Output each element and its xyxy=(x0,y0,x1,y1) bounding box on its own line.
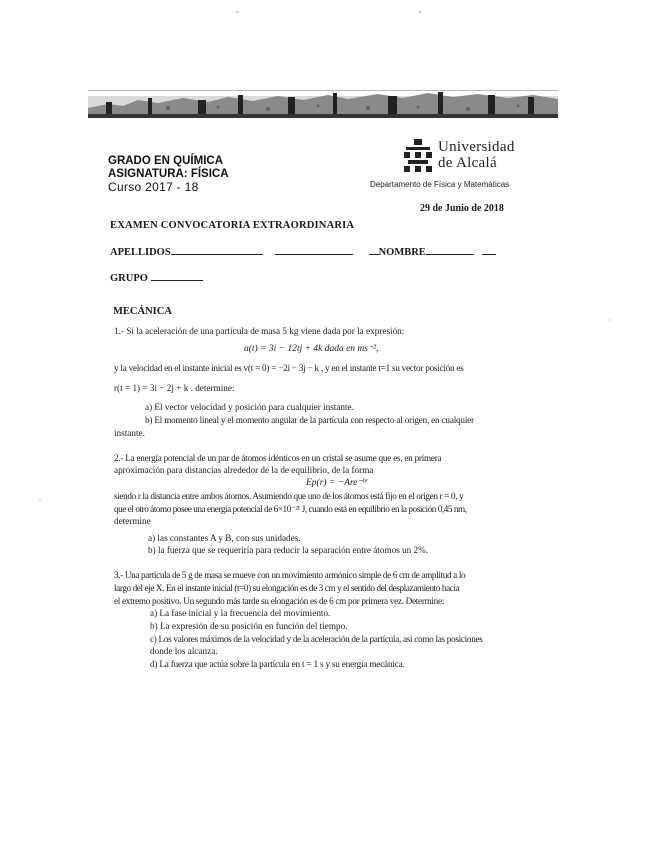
problem2-line4: que el otro átomo posee una energía potencial de 6×10⁻²¹ J, cuando está en equilibrio en la posición 0,45 nm, xyxy=(114,504,467,514)
problem3-line2: largo del eje X. En el instante inicial (t=0) su elongación es de 3 cm y el sentido del desplazamiento hacia xyxy=(114,583,460,593)
problem1-velocity-line: y la velocidad en el instante inicial es v(t = 0) = −2i − 3j − k , y en el instante t=1 su vector posición es xyxy=(114,363,464,373)
problem2-part-a: a) las constantes A y B, con sus unidades. xyxy=(148,533,301,543)
problem1-part-a: a) El vector velocidad y posición para cualquier instante. xyxy=(145,402,354,412)
problem2-statement-cont: aproximación para distancias alrededor de la de equilibrio, de la forma xyxy=(114,465,374,475)
university-name: Universidad de Alcalá xyxy=(438,139,515,171)
student-name-line xyxy=(110,246,530,258)
problem2-statement: 2.- La energía potencial de un par de átomos idénticos en un cristal se asume que es, en primera xyxy=(114,453,442,463)
problem1-part-b-cont: instante. xyxy=(114,428,145,438)
problem3-statement: 3.- Una partícula de 5 g de masa se mueve con un movimiento armónico simple de 6 cm de amplitud a lo xyxy=(114,570,466,580)
problem1-statement: 1.- Si la aceleración de una partícula de masa 5 kg viene dada por la expresión: xyxy=(114,326,405,336)
exam-title: EXAMEN CONVOCATORIA EXTRAORDINARIA xyxy=(110,220,355,231)
problem3-part-c-cont: donde los alcanza. xyxy=(150,646,218,656)
surname-blank-2 xyxy=(275,246,353,255)
problem1-position-line: r(t = 1) = 3i − 2j + k . determine: xyxy=(114,383,235,393)
problem3-part-b: b) La expresión de su posición en función del tiempo. xyxy=(150,621,348,631)
problem2-line5: determine xyxy=(114,516,151,526)
department-name: Departamento de Física y Matemáticas xyxy=(370,180,510,189)
section-title: MECÁNICA xyxy=(113,306,172,317)
problem2-line3: siendo r la distancia entre ambos átomos. Asumiendo que uno de los átomos está fijo en el origen r = 0, y xyxy=(114,491,464,501)
degree-title: GRADO EN QUÍMICA xyxy=(108,155,223,167)
problem2-potential-eq: Ep(r) = −Are⁻ᵇʳ xyxy=(306,478,368,488)
name-blank xyxy=(426,246,474,255)
exam-date: 29 de Junio de 2018 xyxy=(420,203,504,214)
name-label: NOMBRE xyxy=(378,247,426,258)
problem1-part-b: b) El momento lineal y el momento angular de la partícula con respecto al origen, en cualquier xyxy=(145,415,474,425)
problem2-part-b: b) la fuerza que se requeriría para reducir la separación entre átomos un 2%. xyxy=(148,545,429,555)
problem3-part-c: c) Los valores máximos de la velocidad y de la aceleración de la partícula, así como las posiciones xyxy=(150,634,483,644)
problem3-part-a: a) La fase inicial y la frecuencia del movimiento. xyxy=(150,608,331,618)
group-blank xyxy=(151,272,203,281)
group-label: GRUPO xyxy=(110,273,148,284)
course-info xyxy=(108,155,229,194)
subject-title: ASIGNATURA: FÍSICA xyxy=(108,168,229,180)
group-line xyxy=(110,272,203,284)
header-banner-image xyxy=(88,78,558,126)
problem3-part-d: d) La fuerza que actúa sobre la partícula en t = 1 s y su energía mecánica. xyxy=(150,659,405,669)
surname-label: APELLIDOS xyxy=(110,247,171,258)
surname-blank xyxy=(171,246,263,255)
problem3-line3: el extremo positivo. Un segundo más tarde su elongación es de 6 cm por primera vez. Determine: xyxy=(114,596,445,606)
problem1-acceleration-eq: a(t) = 3i − 12tj + 4k dada en ms⁻², xyxy=(244,344,379,354)
course-year: Curso 2017 - 18 xyxy=(108,180,199,194)
university-crest-icon xyxy=(402,139,434,173)
